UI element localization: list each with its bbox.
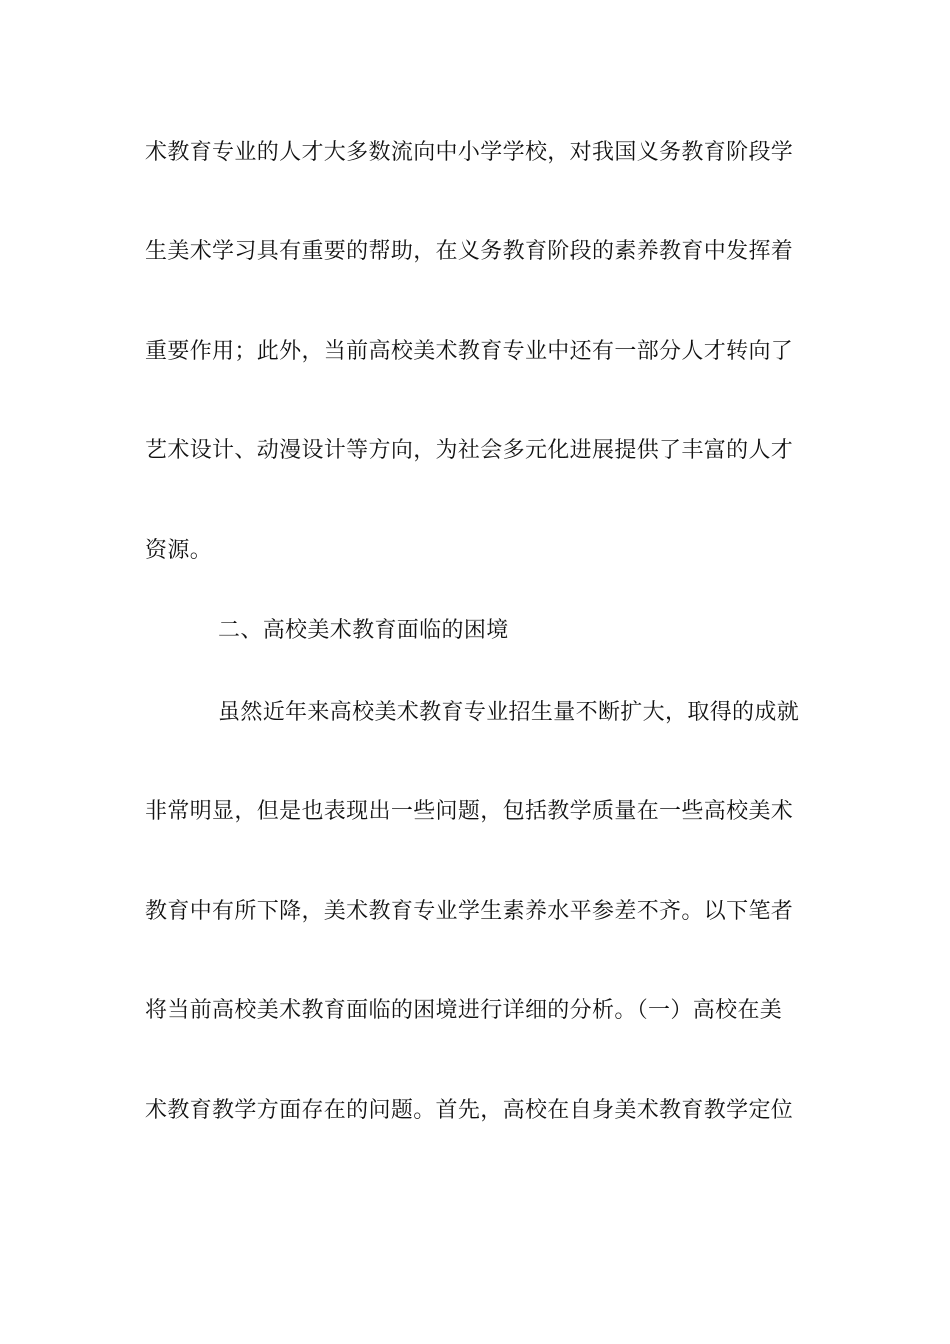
paragraph-2-line-4: 将当前高校美术教育面临的困境进行详细的分析。（一）高校在美 <box>145 998 783 1023</box>
paragraph-1-line-3: 重要作用；此外，当前高校美术教育专业中还有一部分人才转向了 <box>145 339 794 364</box>
paragraph-2-line-1: 虽然近年来高校美术教育专业招生量不断扩大，取得的成就 <box>218 700 800 725</box>
paragraph-2-line-5: 术教育教学方面存在的问题。首先，高校在自身美术教育教学定位 <box>145 1098 794 1123</box>
paragraph-2-line-3: 教育中有所下降，美术教育专业学生素养水平参差不齐。以下笔者 <box>145 899 794 924</box>
paragraph-1-line-2: 生美术学习具有重要的帮助，在义务教育阶段的素养教育中发挥着 <box>145 239 794 264</box>
paragraph-1-line-4: 艺术设计、动漫设计等方向，为社会多元化进展提供了丰富的人才 <box>145 438 794 463</box>
section-heading: 二、高校美术教育面临的困境 <box>218 618 509 643</box>
paragraph-2-line-2: 非常明显，但是也表现出一些问题，包括教学质量在一些高校美术 <box>145 799 794 824</box>
paragraph-1-line-5: 资源。 <box>145 538 213 563</box>
paragraph-1-line-1: 术教育专业的人才大多数流向中小学学校，对我国义务教育阶段学 <box>145 140 794 165</box>
